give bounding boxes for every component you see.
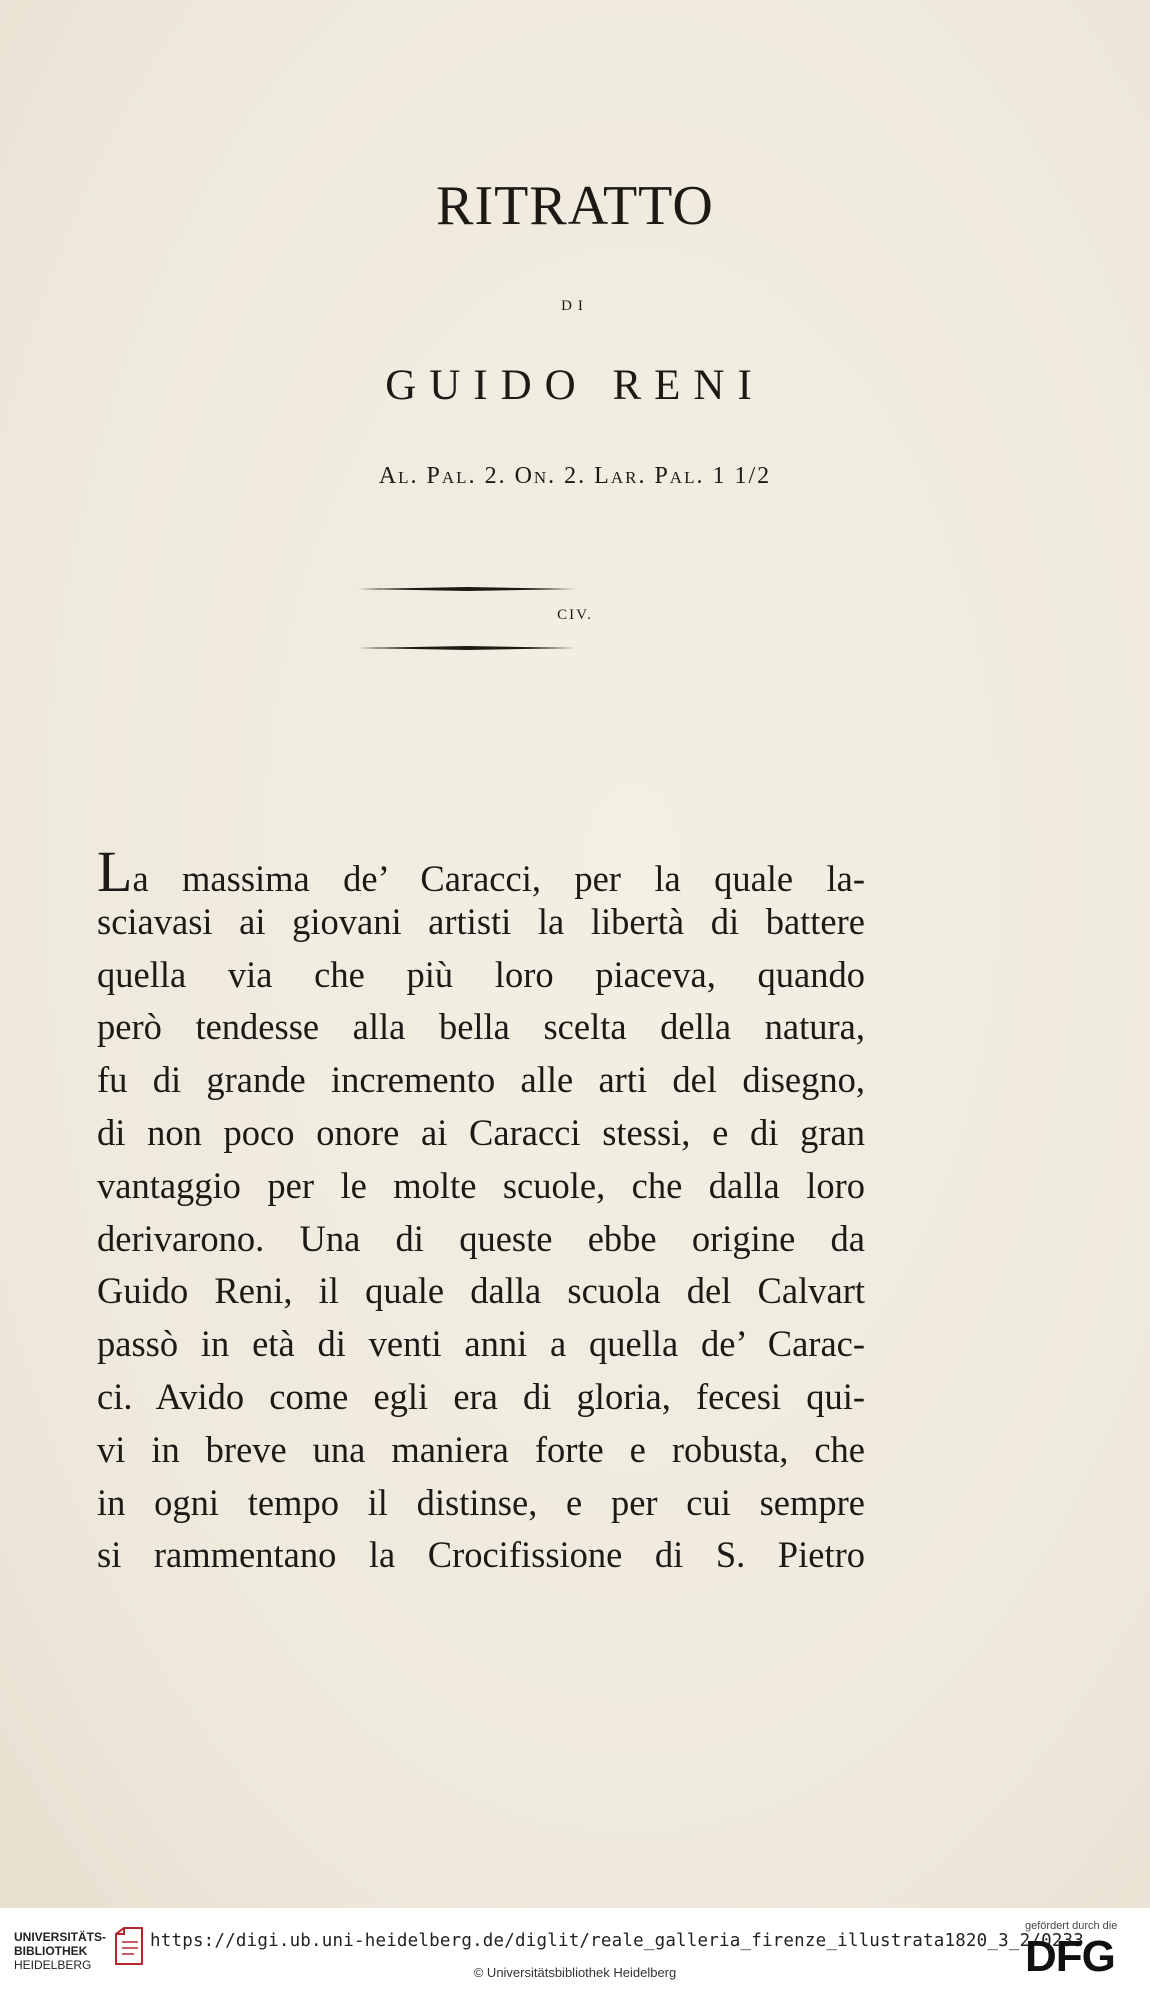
plate-number: CIV.: [557, 607, 593, 623]
text-line: [97, 839, 865, 904]
text-line: si rammentano la Crocifissione di S. Pietro: [97, 1534, 865, 1576]
top-divider: [358, 586, 576, 592]
first-line-text: a massima de’ Caracci, per la quale la-: [132, 858, 865, 899]
text-line: in ogni tempo il distinse, e per cui sempre: [97, 1481, 865, 1523]
dfg-logo[interactable]: DFG: [1025, 1932, 1115, 1981]
text-line: Guido Reni, il quale dalla scuola del Calvart: [97, 1270, 865, 1312]
text-line: passò in età di venti anni a quella de’ Carac-: [97, 1323, 865, 1365]
text-line: derivarono. Una di queste ebbe origine da: [97, 1217, 865, 1259]
permalink-url[interactable]: https://digi.ub.uni-heidelberg.de/diglit/reale_galleria_firenze_illustrata1820_3_2/0233: [150, 1931, 1085, 1951]
library-logo[interactable]: UNIVERSITÄTS- BIBLIOTHEK HEIDELBERG: [14, 1930, 107, 1972]
body-text: [97, 839, 865, 1582]
text-line: fu di grande incremento alle arti del disegno,: [97, 1059, 865, 1101]
text-line: vantaggio per le molte scuole, che dalla loro: [97, 1164, 865, 1206]
drop-capital: L: [97, 839, 133, 904]
painting-dimensions: Al. Pal. 2. On. 2. Lar. Pal. 1 1/2: [378, 463, 772, 489]
bottom-divider: [358, 645, 576, 651]
copyright-notice: © Universitätsbibliothek Heidelberg: [473, 1965, 677, 1980]
funding-note: gefördert durch die: [1025, 1920, 1118, 1932]
text-line: ci. Avido come egli era di gloria, fecesi qui-: [97, 1375, 865, 1417]
text-line: sciavasi ai giovani artisti la libertà di battere: [97, 900, 865, 942]
title-connector: DI: [561, 298, 589, 314]
footer-bar: [0, 1908, 1150, 1993]
text-line: però tendesse alla bella scelta della natura,: [97, 1006, 865, 1048]
text-line: vi in breve una maniera forte e robusta, che: [97, 1428, 865, 1470]
text-line: quella via che più loro piaceva, quando: [97, 953, 865, 995]
page-title: RITRATTO: [436, 175, 714, 237]
text-line: di non poco onore ai Caracci stessi, e di gran: [97, 1111, 865, 1153]
painter-name: GUIDO RENI: [385, 362, 765, 409]
